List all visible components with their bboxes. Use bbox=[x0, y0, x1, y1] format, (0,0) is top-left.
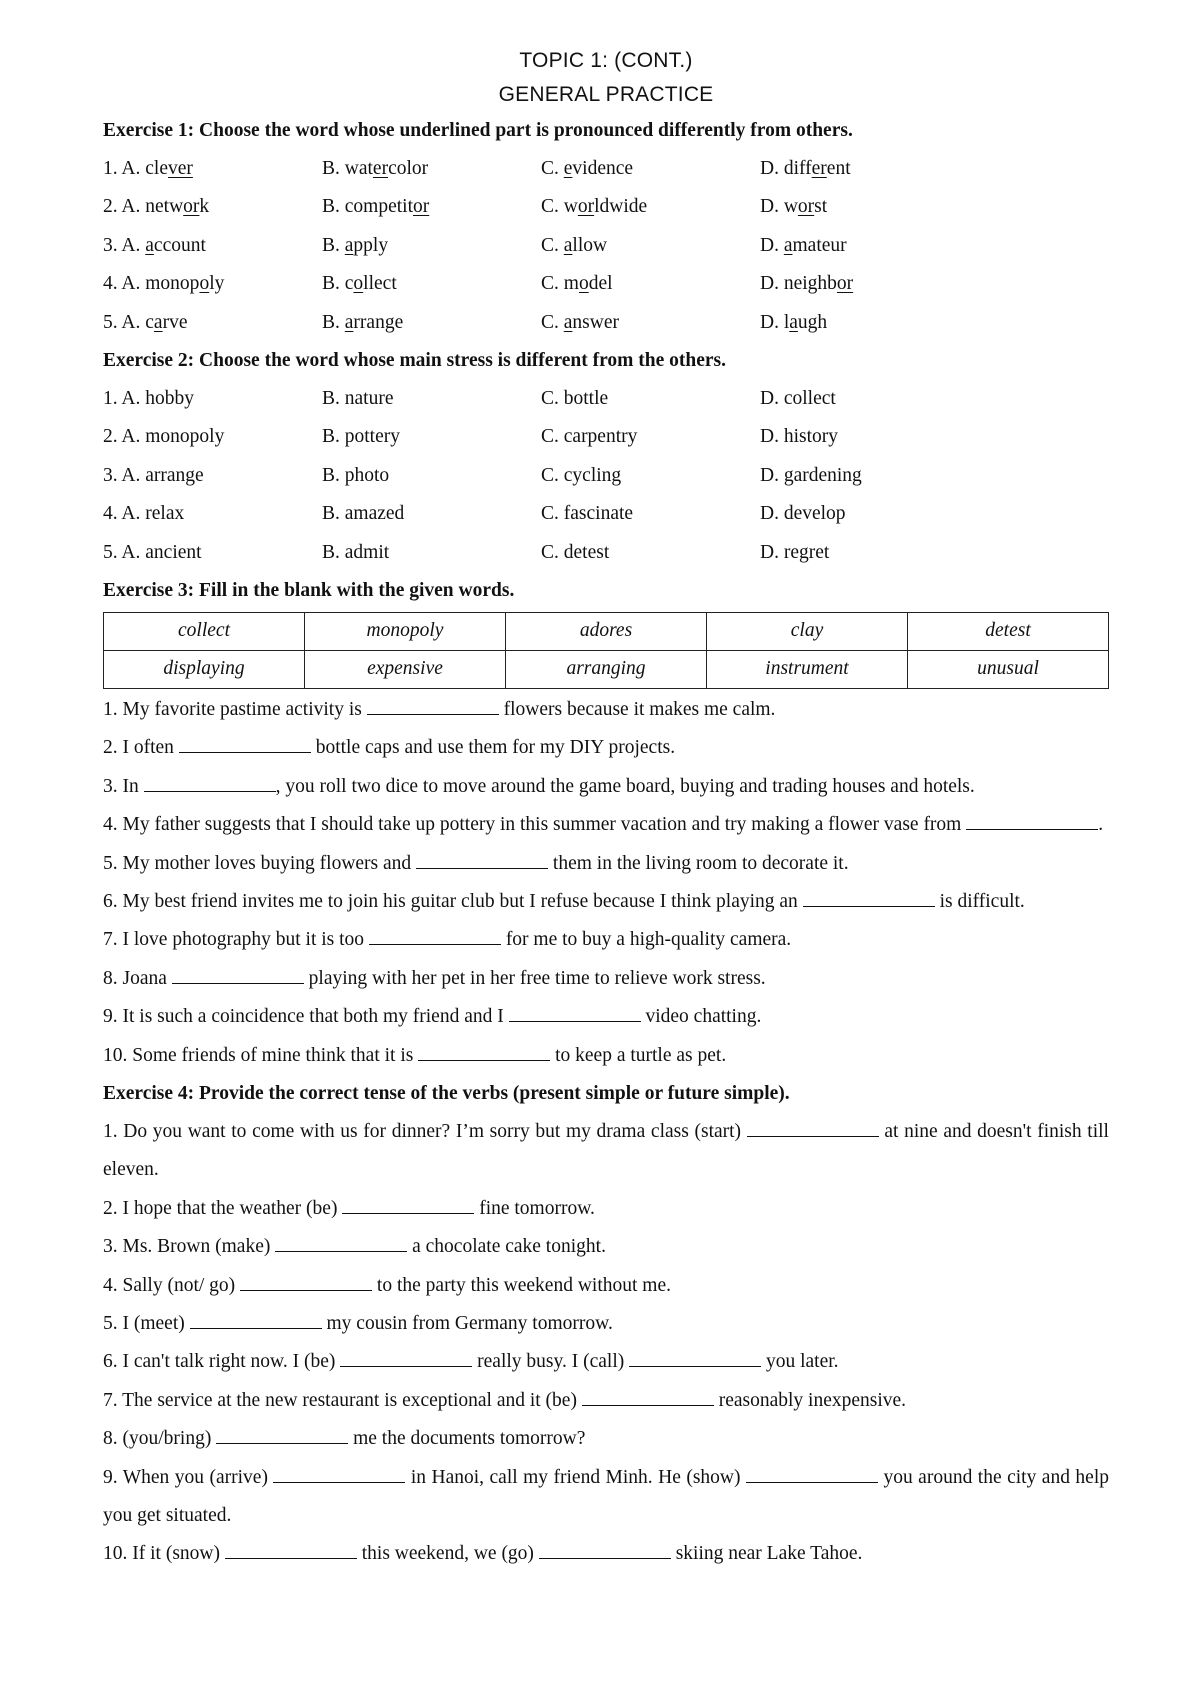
answer-blank[interactable] bbox=[539, 1542, 671, 1559]
answer-option bbox=[760, 304, 979, 342]
fill-in-question bbox=[103, 883, 1109, 921]
answer-option bbox=[103, 304, 322, 342]
answer-option bbox=[541, 304, 760, 342]
answer-option bbox=[541, 150, 760, 188]
exercise-2-heading: Exercise 2: Choose the word whose main stress is different from the others. bbox=[103, 349, 727, 371]
underlined-part: or bbox=[836, 273, 854, 295]
question-row bbox=[103, 495, 1109, 533]
answer-blank[interactable] bbox=[582, 1389, 714, 1406]
answer-option: 2. A. monopoly bbox=[103, 426, 225, 448]
question-text: bottle caps and use them for my DIY projects. bbox=[310, 737, 676, 759]
option-text: D. w bbox=[760, 196, 798, 218]
answer-option: D. collect bbox=[760, 387, 836, 409]
answer-blank[interactable] bbox=[340, 1350, 472, 1367]
answer-option: B. amazed bbox=[322, 503, 405, 525]
question-text: 7. I love photography but it is too bbox=[103, 929, 369, 951]
answer-option: 3. A. arrange bbox=[103, 464, 204, 486]
question-row bbox=[103, 457, 1109, 495]
word-bank-cell: monopoly bbox=[305, 612, 506, 650]
word-bank-cell: expensive bbox=[305, 650, 506, 688]
answer-option: C. bottle bbox=[541, 387, 609, 409]
option-text: ugh bbox=[797, 311, 828, 333]
word-bank-cell: clay bbox=[707, 612, 908, 650]
underlined-part: or bbox=[797, 196, 815, 218]
fill-in-question bbox=[103, 1190, 1109, 1228]
answer-option: D. history bbox=[760, 426, 838, 448]
word-bank-table bbox=[103, 612, 1109, 689]
underlined-part: or bbox=[183, 196, 200, 218]
answer-option: C. fascinate bbox=[541, 503, 634, 525]
underlined-part: or bbox=[413, 196, 430, 218]
answer-blank[interactable] bbox=[747, 1120, 879, 1137]
option-text: ly bbox=[209, 273, 225, 295]
question-text: 7. The service at the new restaurant is exceptional and it (be) bbox=[103, 1389, 582, 1411]
section-title: GENERAL PRACTICE bbox=[498, 83, 714, 106]
topic-title: TOPIC 1: (CONT.) bbox=[519, 49, 693, 72]
underlined-part: o bbox=[578, 273, 589, 295]
answer-option bbox=[103, 188, 322, 226]
question-text: 3. Ms. Brown (make) bbox=[103, 1236, 276, 1258]
exercise-2-questions bbox=[103, 380, 1109, 572]
word-bank-cell: arranging bbox=[506, 650, 707, 688]
answer-option: 5. A. ancient bbox=[103, 541, 202, 563]
answer-blank[interactable] bbox=[629, 1350, 761, 1367]
option-text: B. bbox=[322, 311, 345, 333]
exercise-4-heading: Exercise 4: Provide the correct tense of the verbs (present simple or future simple). bbox=[103, 1082, 790, 1104]
underlined-part: a bbox=[344, 311, 354, 333]
question-text: you later. bbox=[761, 1351, 839, 1373]
option-text: C. m bbox=[541, 273, 579, 295]
option-text: B. bbox=[322, 234, 345, 256]
question-text: video chatting. bbox=[640, 1006, 762, 1028]
option-text: 3. A. bbox=[103, 234, 146, 256]
underlined-part: a bbox=[563, 234, 573, 256]
option-text: mateur bbox=[792, 234, 847, 256]
answer-option bbox=[103, 227, 322, 265]
underlined-part: a bbox=[783, 234, 793, 256]
underlined-part: o bbox=[199, 273, 210, 295]
answer-option: D. develop bbox=[760, 503, 846, 525]
question-row bbox=[103, 380, 1109, 418]
question-text: 1. My favorite pastime activity is bbox=[103, 698, 367, 720]
answer-option bbox=[322, 265, 541, 303]
question-text: 9. It is such a coincidence that both my friend and I bbox=[103, 1006, 509, 1028]
option-text: C. bbox=[541, 158, 564, 179]
fill-in-question bbox=[103, 960, 1109, 998]
fill-in-question bbox=[103, 729, 1109, 767]
question-text: my cousin from Germany tomorrow. bbox=[321, 1313, 613, 1334]
question-text: a chocolate cake tonight. bbox=[407, 1236, 606, 1258]
option-text: 4. A. monop bbox=[103, 273, 200, 295]
fill-in-question bbox=[103, 1382, 1109, 1420]
answer-blank[interactable] bbox=[216, 1427, 348, 1444]
answer-blank[interactable] bbox=[273, 1466, 405, 1483]
underlined-part: a bbox=[145, 234, 154, 256]
word-bank-cell: adores bbox=[506, 612, 707, 650]
answer-option bbox=[322, 227, 541, 265]
underlined-part: er bbox=[811, 158, 827, 179]
fill-in-question bbox=[103, 806, 1109, 844]
question-text: 4. My father suggests that I should take up pottery in this summer vacation and try making a flower vase from bbox=[103, 814, 967, 836]
answer-option: C. cycling bbox=[541, 464, 622, 486]
answer-option bbox=[103, 150, 322, 188]
option-text: rrange bbox=[353, 311, 404, 333]
answer-blank[interactable] bbox=[418, 1044, 550, 1061]
fill-in-question bbox=[103, 845, 1109, 883]
fill-in-question bbox=[103, 1113, 1109, 1190]
option-text: nswer bbox=[572, 311, 619, 333]
worksheet-page bbox=[103, 40, 1109, 1574]
answer-option bbox=[541, 265, 760, 303]
answer-blank[interactable] bbox=[367, 698, 499, 715]
question-text: this weekend, we (go) bbox=[356, 1543, 539, 1565]
option-text: 1. A. cle bbox=[103, 158, 168, 179]
question-text: is difficult. bbox=[934, 890, 1025, 912]
question-row bbox=[103, 418, 1109, 456]
option-text: st bbox=[814, 196, 828, 218]
underlined-part: e bbox=[563, 158, 573, 179]
option-text: B. c bbox=[322, 273, 354, 295]
question-row bbox=[103, 304, 1109, 342]
question-text: 4. Sally (not/ go) bbox=[103, 1274, 241, 1296]
question-text: 8. (you/bring) bbox=[103, 1428, 217, 1450]
question-text: 10. Some friends of mine think that it is bbox=[103, 1044, 419, 1066]
question-text: 2. I hope that the weather (be) bbox=[103, 1197, 343, 1219]
option-text: rve bbox=[162, 311, 188, 333]
underlined-part: a bbox=[563, 311, 573, 333]
fill-in-question bbox=[103, 1037, 1109, 1075]
question-text: 8. Joana bbox=[103, 967, 172, 989]
answer-option: B. photo bbox=[322, 464, 390, 486]
option-text: 5. A. c bbox=[103, 311, 154, 333]
question-text: you around the city and help you get situated. bbox=[103, 1466, 1109, 1527]
answer-blank[interactable] bbox=[275, 1235, 407, 1252]
answer-option: B. admit bbox=[322, 541, 390, 563]
answer-option bbox=[103, 265, 322, 303]
question-text: skiing near Lake Tahoe. bbox=[670, 1543, 863, 1565]
answer-option: D. gardening bbox=[760, 464, 862, 486]
option-text: ldwide bbox=[594, 196, 648, 218]
question-text: me the documents tomorrow? bbox=[348, 1428, 586, 1450]
question-text: to keep a turtle as pet. bbox=[550, 1044, 727, 1066]
fill-in-question bbox=[103, 1343, 1109, 1381]
question-text: at nine and doesn't finish till eleven. bbox=[103, 1120, 1109, 1181]
question-text: 6. My best friend invites me to join his guitar club but I refuse because I think playing an bbox=[103, 890, 803, 912]
option-text: C. w bbox=[541, 196, 578, 218]
option-text: ccount bbox=[153, 234, 206, 256]
word-bank-cell: displaying bbox=[104, 650, 305, 688]
answer-blank[interactable] bbox=[509, 1005, 641, 1022]
word-bank-cell: unusual bbox=[908, 650, 1109, 688]
answer-option bbox=[541, 188, 760, 226]
answer-blank[interactable] bbox=[746, 1466, 878, 1483]
exercise-1-heading: Exercise 1: Choose the word whose underlined part is pronounced differently from others. bbox=[103, 120, 853, 141]
underlined-part: a bbox=[153, 311, 163, 333]
option-text: k bbox=[199, 196, 210, 218]
answer-option: 4. A. relax bbox=[103, 503, 185, 525]
underlined-part: a bbox=[789, 311, 798, 333]
question-text: 10. If it (snow) bbox=[103, 1543, 225, 1565]
option-text: pply bbox=[353, 234, 389, 256]
question-text: 6. I can't talk right now. I (be) bbox=[103, 1351, 341, 1373]
option-text: B. competit bbox=[322, 196, 413, 218]
word-bank-cell: detest bbox=[908, 612, 1109, 650]
underlined-part: o bbox=[353, 273, 364, 295]
question-text: 1. Do you want to come with us for dinner? I’m sorry but my drama class (start) bbox=[103, 1120, 747, 1142]
exercise-3-questions bbox=[103, 691, 1109, 1075]
underlined-part: or bbox=[577, 196, 595, 218]
exercise-1-questions bbox=[103, 150, 1109, 342]
answer-option bbox=[760, 227, 979, 265]
underlined-part: ver bbox=[167, 158, 193, 179]
question-text: fine tomorrow. bbox=[474, 1197, 595, 1219]
answer-option bbox=[322, 304, 541, 342]
answer-blank[interactable] bbox=[172, 967, 304, 984]
answer-option: C. detest bbox=[541, 541, 610, 563]
answer-blank[interactable] bbox=[225, 1542, 357, 1559]
question-text: flowers because it makes me calm. bbox=[498, 698, 776, 720]
fill-in-question bbox=[103, 768, 1109, 806]
answer-blank[interactable] bbox=[416, 852, 548, 869]
answer-blank[interactable] bbox=[144, 775, 276, 792]
fill-in-question bbox=[103, 1305, 1109, 1343]
fill-in-question bbox=[103, 1267, 1109, 1305]
option-text: llect bbox=[363, 273, 397, 295]
answer-option bbox=[541, 227, 760, 265]
answer-blank[interactable] bbox=[179, 736, 311, 753]
question-text: , you roll two dice to move around the game board, buying and trading houses and hotels. bbox=[275, 775, 975, 797]
option-text: D. bbox=[760, 234, 784, 256]
option-text: ent bbox=[826, 158, 851, 179]
fill-in-question bbox=[103, 921, 1109, 959]
underlined-part: er bbox=[372, 158, 389, 179]
answer-option bbox=[760, 150, 979, 188]
fill-in-question bbox=[103, 1228, 1109, 1266]
question-text: 3. In bbox=[103, 775, 144, 797]
answer-option: B. nature bbox=[322, 387, 394, 409]
option-text: vidence bbox=[572, 158, 634, 179]
word-bank-cell: instrument bbox=[707, 650, 908, 688]
answer-option bbox=[322, 188, 541, 226]
question-text: . bbox=[1098, 814, 1104, 836]
answer-option bbox=[322, 150, 541, 188]
option-text: llow bbox=[572, 234, 608, 256]
question-row bbox=[103, 188, 1109, 226]
exercise-3-heading: Exercise 3: Fill in the blank with the given words. bbox=[103, 579, 515, 601]
question-text: 2. I often bbox=[103, 737, 179, 759]
underlined-part: a bbox=[344, 234, 354, 256]
question-text: playing with her pet in her free time to relieve work stress. bbox=[303, 967, 766, 989]
answer-option: B. pottery bbox=[322, 426, 400, 448]
fill-in-question bbox=[103, 998, 1109, 1036]
option-text: C. bbox=[541, 311, 564, 333]
fill-in-question bbox=[103, 1420, 1109, 1458]
answer-option bbox=[760, 188, 979, 226]
fill-in-question bbox=[103, 1459, 1109, 1536]
question-text: 9. When you (arrive) bbox=[103, 1466, 274, 1488]
answer-blank[interactable] bbox=[190, 1312, 322, 1329]
answer-blank[interactable] bbox=[966, 813, 1098, 830]
answer-blank[interactable] bbox=[369, 928, 501, 945]
option-text: color bbox=[388, 158, 429, 179]
word-bank-cell: collect bbox=[104, 612, 305, 650]
question-text: to the party this weekend without me. bbox=[372, 1274, 671, 1296]
answer-option bbox=[760, 265, 979, 303]
option-text: D. neighb bbox=[760, 273, 837, 295]
question-text: 5. My mother loves buying flowers and bbox=[103, 852, 417, 874]
option-text: D. diff bbox=[760, 158, 812, 179]
question-row bbox=[103, 534, 1109, 572]
option-text: del bbox=[588, 273, 613, 295]
question-row bbox=[103, 150, 1109, 188]
option-text: 2. A. netw bbox=[103, 196, 184, 218]
question-row bbox=[103, 265, 1109, 303]
question-row bbox=[103, 227, 1109, 265]
answer-blank[interactable] bbox=[240, 1274, 372, 1291]
question-text: for me to buy a high-quality camera. bbox=[500, 929, 792, 951]
answer-blank[interactable] bbox=[803, 890, 935, 907]
fill-in-question bbox=[103, 1535, 1109, 1573]
option-text: B. wat bbox=[322, 158, 373, 179]
question-text: in Hanoi, call my friend Minh. He (show) bbox=[405, 1466, 746, 1488]
question-text: 5. I (meet) bbox=[103, 1313, 190, 1334]
option-text: C. bbox=[541, 234, 564, 256]
answer-option: C. carpentry bbox=[541, 426, 638, 448]
exercise-4-questions bbox=[103, 1113, 1109, 1574]
question-text: reasonably inexpensive. bbox=[713, 1389, 907, 1411]
answer-option: D. regret bbox=[760, 541, 830, 563]
answer-option: 1. A. hobby bbox=[103, 387, 195, 409]
answer-blank[interactable] bbox=[342, 1197, 474, 1214]
question-text: them in the living room to decorate it. bbox=[548, 852, 849, 874]
option-text: D. l bbox=[760, 311, 790, 333]
question-text: really busy. I (call) bbox=[472, 1351, 630, 1373]
fill-in-question bbox=[103, 691, 1109, 729]
